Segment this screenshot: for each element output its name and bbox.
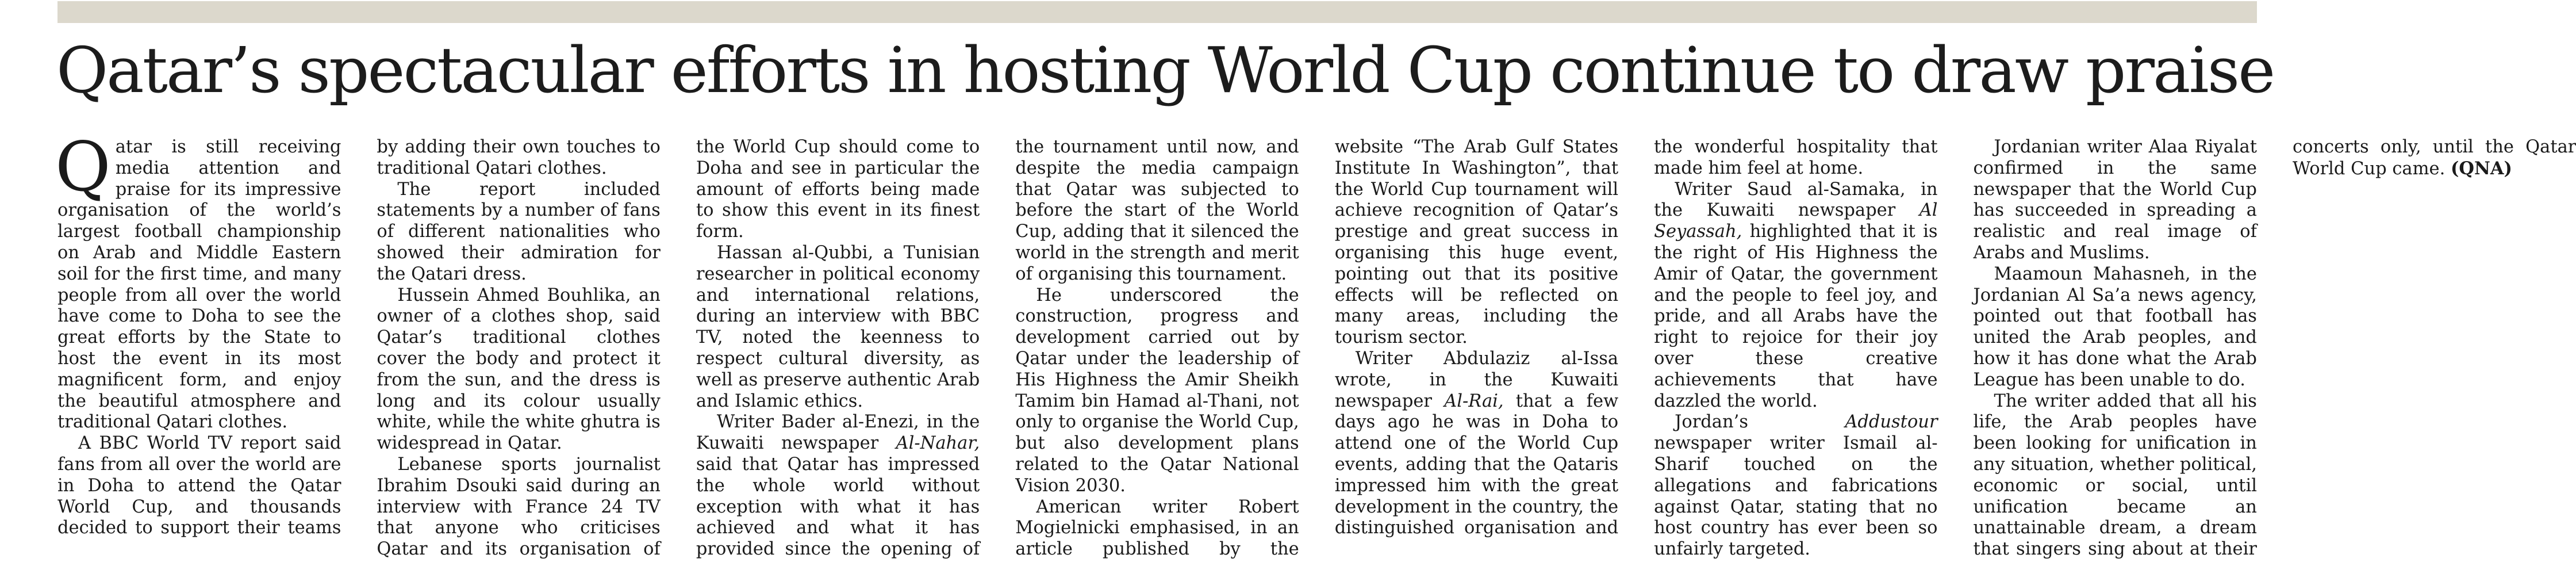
newspaper-name: Addustour xyxy=(1845,412,1938,433)
paragraph-text: Writer Bader al-Enezi, in the Kuwaiti newspaper xyxy=(696,412,980,454)
lead-paragraph xyxy=(55,127,341,433)
paragraph: The report included statements by a number of fans of different nationalities who showed their admiration for the Qatari dress. xyxy=(377,179,661,284)
paragraph: A BBC World TV report said fans from all over the world are in Doha to attend the Qatar World Cup, and thousands decided to support their teams by adding their own touches to traditional Qatari clothes. xyxy=(57,137,661,538)
paragraph: American writer Robert Mogielnicki emphasised, in an article published by the website “The Arab Gulf States Institute In Washington”, that the World Cup tournament will achieve recognition of Qatar’s prestige and great success in organising this huge event, pointing out that its positive effects will be reflected on many areas, including the tourism sector. xyxy=(1015,137,1619,560)
drop-cap: Q xyxy=(55,127,111,207)
news-agency-credit: (QNA) xyxy=(2450,158,2512,179)
top-rule xyxy=(57,1,2257,23)
article-headline: Qatar’s spectacular efforts in hosting World Cup continue to draw praise xyxy=(56,33,2274,107)
paragraph: He underscored the construction, progress and development carried out by Qatar under the leadership of His Highness the Amir Sheikh Tamim bin Hamad al-Thani, not only to organise the World Cup, but also development plans related to the Qatar National Vision 2030. xyxy=(1015,285,1299,496)
paragraph-text: highlighted that it is the right of His Highness the Amir of Qatar, the government and the people to feel joy, and pride, and all Arabs have the right to rejoice for their joy over these creative achievements that have dazzled the world. xyxy=(1654,221,1938,411)
paragraph-text: The writer added that all his life, the Arab peoples have been looking for unification in any situation, whether political, economic or social, until unification became an unattainable dream, a dream that singers sing about at their concerts only, until the Qatar World Cup came. xyxy=(1973,137,2576,560)
lead-text: atar is still receiving media attention and praise for its impressive organisation of the world’s largest football championship on Arab and Middle Eastern soil for the first time, and many people from all over the world have come to Doha to see the great efforts by the State to host the event in its most magnificent form, and enjoy the beautiful atmosphere and traditional Qatari clothes. xyxy=(57,137,341,433)
paragraph: Jordanian writer Alaa Riyalat confirmed in the same newspaper that the World Cup has succeeded in spreading a realistic and real image of Arabs and Muslims. xyxy=(1973,137,2257,263)
paragraph-text: newspaper writer Ismail al-Sharif touched on the allegations and fabrications against Qatar, stating that no host country has ever been so unfairly targeted. xyxy=(1654,433,1938,560)
paragraph: Maamoun Mahasneh, in the Jordanian Al Sa’a news agency, pointed out that football has united the Arab peoples, and how it has done what the Arab League has been unable to do. xyxy=(1973,263,2257,390)
paragraph: Lebanese sports journalist Ibrahim Dsouki said during an interview with France 24 TV that anyone who criticises Qatar and its organisation of the World Cup should come to Doha and see in particular the amount of efforts being made to show this event in its finest form. xyxy=(377,137,980,560)
paragraph-text: said that Qatar has impressed the whole world without exception with what it has achieved and what it has provided since the opening of the tournament until now, and despite the media campaign that Qatar was subjected to before the start of the World Cup, adding that it silenced the world in the strength and merit of organising this tournament. xyxy=(696,137,1299,560)
newspaper-name: Al-Nahar, xyxy=(896,433,980,454)
paragraph xyxy=(1654,412,1937,560)
paragraph-text: Writer Abdulaziz al-Issa wrote, in the Kuwaiti newspaper xyxy=(1334,348,1619,411)
paragraph-text: Jordan’s xyxy=(1675,412,1845,433)
newspaper-name: Al Seyassah, xyxy=(1654,200,1938,242)
newspaper-name: Al-Rai, xyxy=(1444,391,1504,411)
paragraph: Hussein Ahmed Bouhlika, an owner of a clothes shop, said Qatar’s traditional clothes cover the body and protect it from the sun, and the dress is long and its colour usually white, while the white ghutra is widespread in Qatar. xyxy=(377,285,661,454)
paragraph: Hassan al-Qubbi, a Tunisian researcher in political economy and international relations, during an interview with BBC TV, noted the keenness to respect cultural diversity, as well as preserve authentic Arab and Islamic ethics. xyxy=(696,242,980,411)
article-body xyxy=(55,127,2576,574)
paragraph-text: Writer Saud al-Samaka, in the Kuwaiti newspaper xyxy=(1654,179,1938,221)
paragraph xyxy=(1654,179,1937,412)
paragraph-text: that a few days ago he was in Doha to attend one of the World Cup events, adding that the Qataris impressed him with the great development in the country, the distinguished organisation and the wonderful hospitality that made him feel at home. xyxy=(1334,137,1938,538)
